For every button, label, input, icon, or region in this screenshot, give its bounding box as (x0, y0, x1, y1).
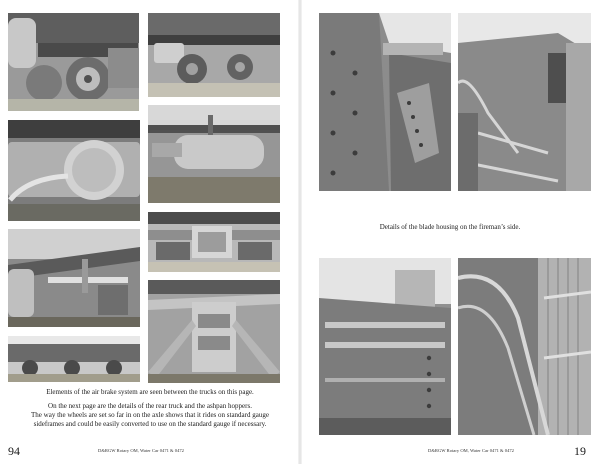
photo-brake-cylinder-image (8, 120, 140, 221)
photo-brake-cylinder (8, 120, 140, 221)
photo-truck-bolster (148, 212, 280, 272)
photo-air-brake-piping-image (8, 229, 140, 327)
photo-cab-handrails-image (458, 13, 591, 191)
right-page-number: 19 (574, 444, 586, 458)
photo-truck-sideframe-image (148, 13, 280, 97)
caption-line-wheels-set: The way the wheels are set so far in on the axle shows that it rides on standard gauge (31, 411, 269, 419)
photo-spring-pack-image (148, 280, 280, 383)
photo-cab-handrails (458, 13, 591, 191)
photo-housing-lower-side (319, 258, 451, 435)
photo-blade-housing-rivets-image (319, 13, 451, 191)
photo-blade-housing-rivets (319, 13, 451, 191)
right-page (300, 0, 600, 464)
photo-car-side-view-image (8, 336, 140, 382)
photo-spring-pack (148, 280, 280, 383)
left-page-number: 94 (8, 444, 20, 458)
left-page-caption (6, 388, 294, 429)
photo-wheel-truck-image (8, 13, 139, 111)
photo-brake-reservoir-image (148, 105, 280, 203)
photo-wheel-truck (8, 13, 139, 111)
right-page-caption: Details of the blade housing on the fireman’s side. (379, 223, 521, 231)
photo-truck-sideframe (148, 13, 280, 97)
photo-housing-lower-side-image (319, 258, 451, 435)
caption-line-next-page: On the next page are the details of the rear truck and the ashpan hoppers. (48, 402, 252, 410)
left-page-footer: D&RGW Rotary OM, Water Car 0471 & 0472 (98, 448, 184, 453)
photo-handrail-siding-image (458, 258, 591, 435)
photo-air-brake-piping (8, 229, 140, 327)
photo-car-side-view (8, 336, 140, 382)
right-page-footer: D&RGW Rotary OM, Water Car 0471 & 0472 (428, 448, 514, 453)
caption-line-sideframes: sideframes and could be easily converted to use on the standard gauge if necessary. (33, 420, 267, 428)
photo-truck-bolster-image (148, 212, 280, 272)
photo-brake-reservoir (148, 105, 280, 203)
photo-handrail-siding (458, 258, 591, 435)
caption-line-air-brake: Elements of the air brake system are seen between the trucks on this page. (46, 388, 254, 396)
